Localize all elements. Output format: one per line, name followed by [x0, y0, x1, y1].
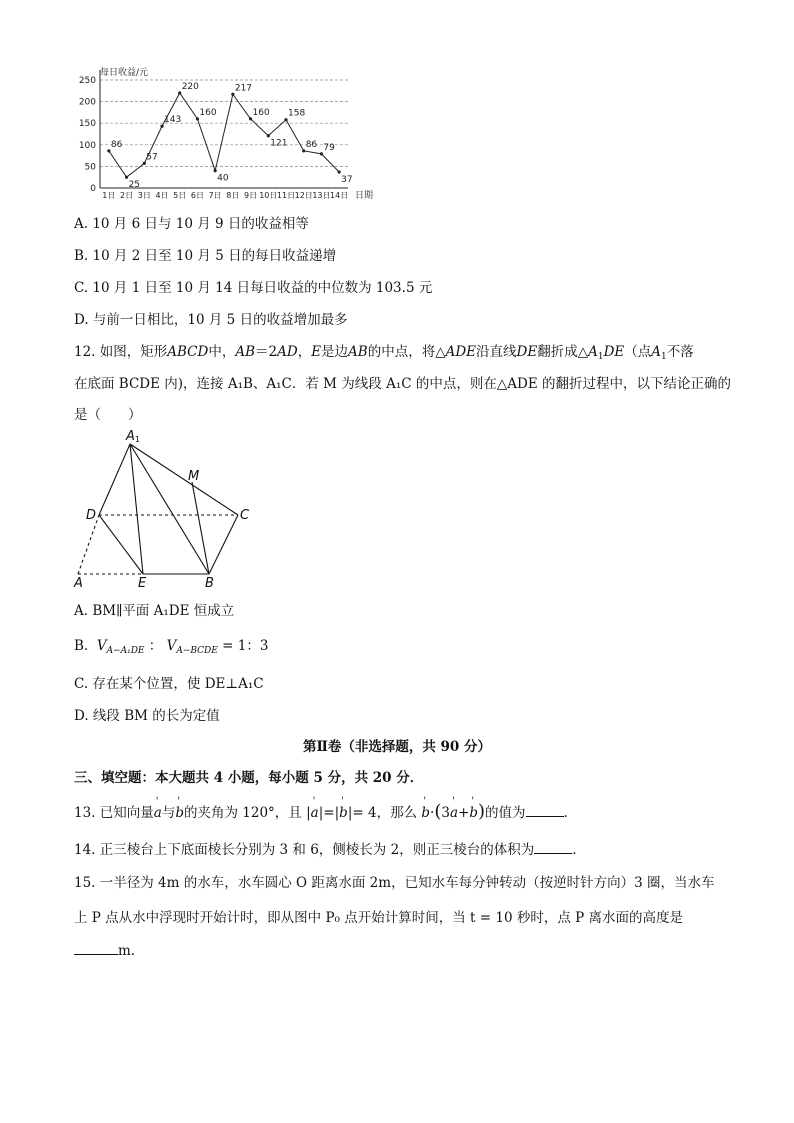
q12-option-b: B. $V_{A-A_1DE}$ ： $V_{A-BCDE} = 1$：3 [74, 638, 269, 656]
q12-stem-line1: 12. 如图，矩形ABCD中，AB＝2AD，E是边AB的中点，将△ADE沿直线DE翻折成$\triangle A_1DE$（点$A_1$不落 [74, 344, 694, 362]
q12-option-c: C. 存在某个位置，使 DE⊥A₁C [74, 676, 264, 692]
data-label: 220 [181, 81, 199, 92]
q14-text: 14. 正三棱台上下底面棱长分别为 3 和 6，侧棱长为 2，则正三棱台的体积为 . [74, 842, 577, 858]
data-label: 86 [305, 139, 318, 150]
q12-stem-line3: 是（ ） [74, 407, 142, 423]
label-d: D [86, 508, 97, 523]
data-label: 160 [199, 107, 217, 118]
label-c: C [240, 508, 250, 523]
data-point [338, 170, 341, 173]
q11-option-b: B. 10 月 2 日至 10 月 5 日的每日收益递增 [74, 248, 337, 264]
y-tick-label: 250 [78, 76, 96, 86]
x-tick-label: 12日 [294, 191, 313, 200]
data-label: 158 [288, 108, 306, 119]
data-point [125, 176, 128, 179]
label-m: M [188, 469, 200, 484]
x-tick-label: 14日 [330, 191, 349, 200]
data-label: 143 [164, 115, 182, 126]
x-tick-label: 13日 [312, 191, 331, 200]
x-tick-label: 6日 [190, 191, 204, 200]
data-label: 86 [110, 139, 123, 150]
data-point [267, 134, 270, 137]
x-tick-label: 10日 [259, 191, 278, 200]
data-label: 160 [252, 107, 270, 118]
section-heading: 三、填空题：本大题共 4 小题，每小题 5 分，共 20 分． [74, 770, 424, 786]
q11-option-d: D. 与前一日相比，10 月 5 日的收益增加最多 [74, 312, 348, 328]
y-tick-label: 50 [84, 162, 96, 173]
label-b: B [205, 576, 214, 591]
edge-a-d-dashed [78, 515, 99, 574]
data-label: 57 [146, 152, 158, 163]
q15-answer-blank [74, 942, 118, 955]
edge-a1-d [99, 444, 130, 515]
x-tick-label: 3日 [137, 191, 151, 200]
q15-line1: 15. 一半径为 4m 的水车，水车圆心 O 距离水面 2m，已知水车每分钟转动（按逆时针方向）3 圈，当水车 [74, 875, 715, 891]
y-axis-label: 每日收益/元 [100, 68, 149, 78]
label-a: A [74, 576, 83, 591]
data-point [214, 169, 217, 172]
data-label: 37 [341, 175, 353, 186]
edge-a1-e [130, 444, 143, 574]
q14-answer-blank [534, 841, 572, 854]
q13-answer-blank [526, 804, 564, 817]
q15-line2: 上 P 点从水中浮现时开始计时，即从图中 P₀ 点开始计算时间，当 t = 10 秒时，点 P 离水面的高度是 [74, 910, 683, 926]
edge-d-e [99, 515, 143, 574]
edge-a1-c [130, 444, 238, 515]
q12-stem-line2: 在底面 BCDE 内)，连接 A₁B、A₁C．若 M 为线段 A₁C 的中点，则在△ADE 的翻折过程中，以下结论正确的 [74, 376, 731, 392]
y-tick-label: 0 [90, 184, 96, 194]
q12-option-d: D. 线段 BM 的长为定值 [74, 708, 220, 724]
label-e: E [138, 576, 147, 591]
q11-option-c: C. 10 月 1 日至 10 月 14 日每日收益的中位数为 103.5 元 [74, 280, 433, 296]
q11-option-a: A. 10 月 6 日与 10 月 9 日的收益相等 [74, 216, 309, 232]
folding-geometry-figure [72, 424, 272, 594]
x-tick-label: 11日 [276, 191, 296, 200]
y-tick-label: 150 [78, 119, 96, 130]
data-label: 79 [323, 142, 335, 153]
daily-income-line-chart [74, 62, 374, 202]
y-tick-label: 200 [78, 97, 96, 108]
x-tick-label: 7日 [208, 191, 222, 200]
x-tick-label: 1日 [102, 191, 116, 200]
x-tick-label: 2日 [120, 191, 134, 200]
edge-b-c [209, 515, 238, 574]
data-label: 121 [270, 138, 288, 149]
x-tick-label: 5日 [173, 191, 187, 200]
x-tick-label: 4日 [155, 191, 169, 200]
section-title: 第Ⅱ卷（非选择题，共 90 分） [302, 739, 492, 755]
data-label: 40 [217, 173, 229, 184]
q13-text: 13. 已知向量' a与' b的夹角为 120°，且 |' a|=|' b|= 4，那么 ' b·(3' a+' b)的值为 . [74, 801, 568, 822]
label-a1: A1 [126, 429, 140, 444]
x-axis-label: 日期 [355, 191, 374, 201]
x-tick-label: 8日 [226, 191, 240, 200]
q12-option-a: A. BM∥平面 A₁DE 恒成立 [74, 603, 235, 619]
q15-line3: m. [74, 942, 135, 959]
data-label: 217 [234, 83, 253, 94]
data-label: 25 [128, 180, 141, 191]
x-tick-label: 9日 [244, 191, 258, 200]
y-tick-label: 100 [78, 140, 96, 151]
